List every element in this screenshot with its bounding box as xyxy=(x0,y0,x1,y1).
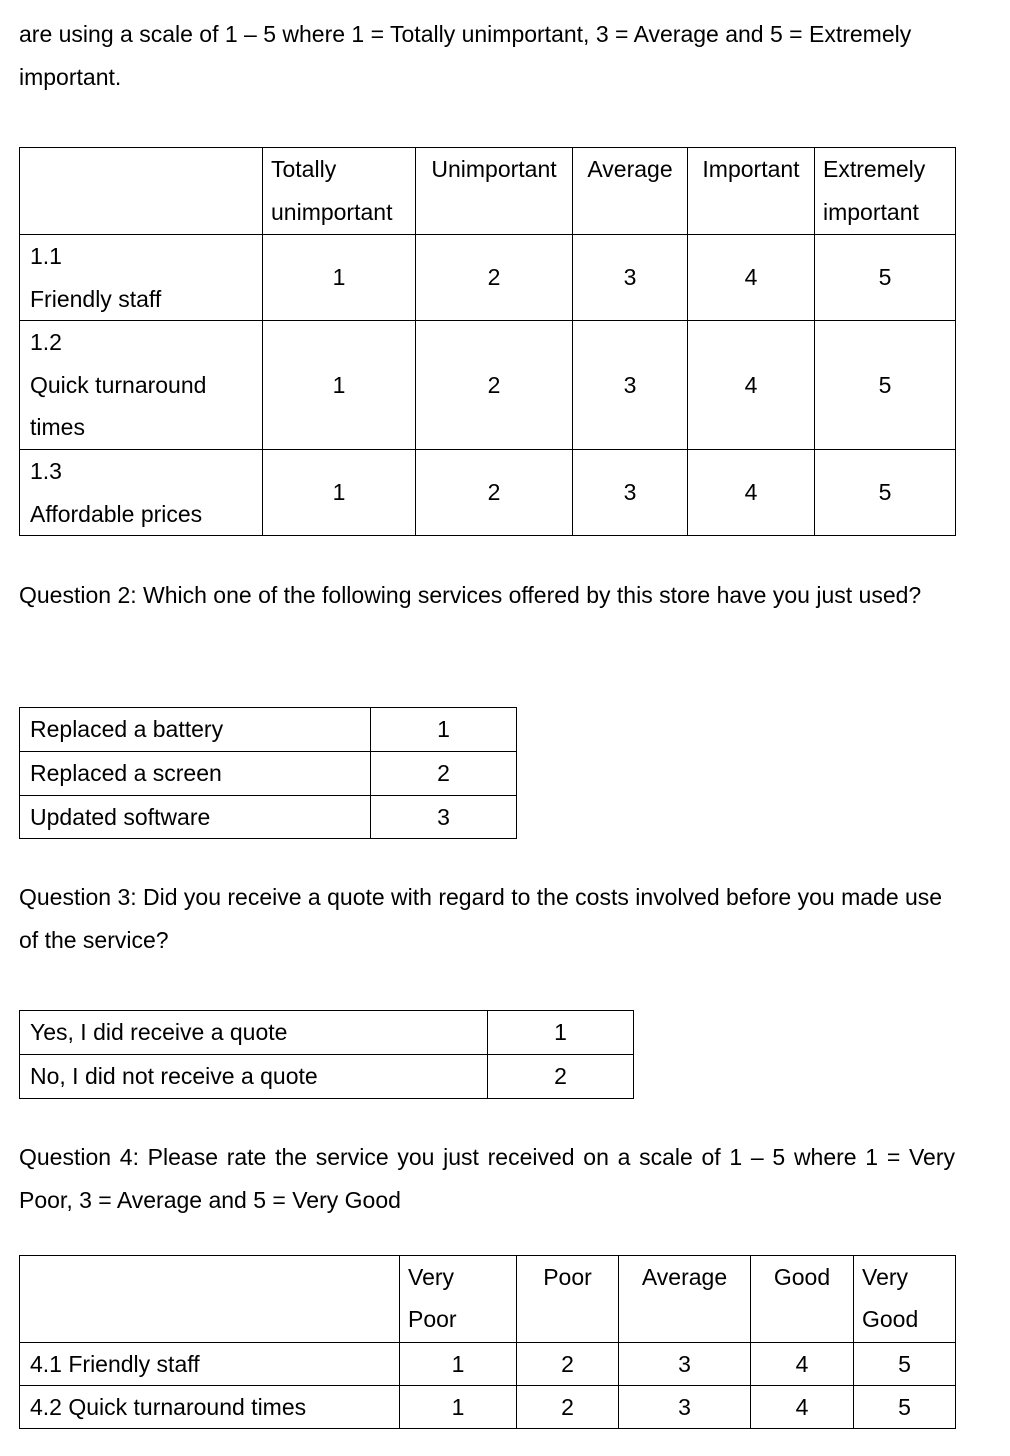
q1-rating-3[interactable]: 3 xyxy=(573,235,688,321)
q2-option-label: Updated software xyxy=(20,796,371,839)
q4-header-average: Average xyxy=(619,1256,751,1343)
q4-header-good: Good xyxy=(751,1256,854,1343)
q4-rating-3[interactable]: 3 xyxy=(619,1343,751,1386)
q4-rating-2[interactable]: 2 xyxy=(517,1386,619,1429)
q1-rating-2[interactable]: 2 xyxy=(416,450,573,536)
q2-option-row[interactable] xyxy=(20,752,517,796)
intro-paragraph xyxy=(19,13,955,98)
q4-rating-1[interactable]: 1 xyxy=(400,1343,517,1386)
q1-header-unimportant: Unimportant xyxy=(416,148,573,235)
q2-option-label: Replaced a screen xyxy=(20,752,371,796)
q3-option-row[interactable] xyxy=(20,1011,634,1055)
q4-rating-5[interactable]: 5 xyxy=(854,1386,956,1429)
q3-option-label: Yes, I did receive a quote xyxy=(20,1011,488,1055)
q2-option-code[interactable]: 1 xyxy=(371,708,517,752)
q4-row-4-2 xyxy=(20,1386,956,1429)
q1-rating-2[interactable]: 2 xyxy=(416,321,573,450)
q1-header-important: Important xyxy=(688,148,815,235)
q4-header-poor: Poor xyxy=(517,1256,619,1343)
q4-rating-2[interactable]: 2 xyxy=(517,1343,619,1386)
q4-rating-4[interactable]: 4 xyxy=(751,1343,854,1386)
q1-rating-2[interactable]: 2 xyxy=(416,235,573,321)
q1-row-label: 1.3 Affordable prices xyxy=(20,450,263,536)
q1-header-blank xyxy=(20,148,263,235)
q1-rating-1[interactable]: 1 xyxy=(263,321,416,450)
q1-rating-4[interactable]: 4 xyxy=(688,235,815,321)
q4-header-very-poor: Very Poor xyxy=(400,1256,517,1343)
intro-line-2: important. xyxy=(19,63,122,90)
q1-rating-5[interactable]: 5 xyxy=(815,321,956,450)
q4-header-row xyxy=(20,1256,956,1343)
q1-row-label: 1.2 Quick turnaround times xyxy=(20,321,263,450)
q4-rating-3[interactable]: 3 xyxy=(619,1386,751,1429)
q4-rating-1[interactable]: 1 xyxy=(400,1386,517,1429)
q2-option-code[interactable]: 2 xyxy=(371,752,517,796)
q4-question: Question 4: Please rate the service you just received on a scale of 1 – 5 where 1 = Very Poor, 3 = Average and 5 = Very Good xyxy=(19,1144,955,1213)
q1-header-average: Average xyxy=(573,148,688,235)
intro-line-1: are using a scale of 1 – 5 where 1 = Totally unimportant, 3 = Average and 5 = Extremely xyxy=(19,21,912,47)
q1-rating-1[interactable]: 1 xyxy=(263,450,416,536)
q2-question: Question 2: Which one of the following services offered by this store have you just used? xyxy=(19,582,922,608)
q1-row-label: 1.1 Friendly staff xyxy=(20,235,263,321)
q2-option-row[interactable] xyxy=(20,796,517,839)
q3-options-table xyxy=(19,1010,634,1099)
q4-row-4-1 xyxy=(20,1343,956,1386)
q1-rating-1[interactable]: 1 xyxy=(263,235,416,321)
q1-header-totally-unimportant: Totally unimportant xyxy=(263,148,416,235)
q4-rating-4[interactable]: 4 xyxy=(751,1386,854,1429)
q2-options-table xyxy=(19,707,517,839)
q1-row-1-2 xyxy=(20,321,956,450)
q4-rating-table xyxy=(19,1255,956,1429)
q1-row-1-1 xyxy=(20,235,956,321)
q4-row-label: 4.2 Quick turnaround times xyxy=(20,1386,400,1429)
q1-rating-table xyxy=(19,147,956,536)
q1-rating-4[interactable]: 4 xyxy=(688,321,815,450)
q1-rating-5[interactable]: 5 xyxy=(815,450,956,536)
q2-option-row[interactable] xyxy=(20,708,517,752)
q3-option-code[interactable]: 1 xyxy=(488,1011,634,1055)
q3-option-label: No, I did not receive a quote xyxy=(20,1055,488,1099)
q2-option-code[interactable]: 3 xyxy=(371,796,517,839)
q1-rating-5[interactable]: 5 xyxy=(815,235,956,321)
q4-rating-5[interactable]: 5 xyxy=(854,1343,956,1386)
q3-option-row[interactable] xyxy=(20,1055,634,1099)
q1-rating-3[interactable]: 3 xyxy=(573,321,688,450)
q1-header-extremely-important: Extremely important xyxy=(815,148,956,235)
q4-header-very-good: Very Good xyxy=(854,1256,956,1343)
q1-header-row xyxy=(20,148,956,235)
q3-option-code[interactable]: 2 xyxy=(488,1055,634,1099)
q1-rating-4[interactable]: 4 xyxy=(688,450,815,536)
q2-option-label: Replaced a battery xyxy=(20,708,371,752)
q4-header-blank xyxy=(20,1256,400,1343)
q3-question: Question 3: Did you receive a quote with regard to the costs involved before you made use of the service? xyxy=(19,884,943,953)
q1-row-1-3 xyxy=(20,450,956,536)
q1-rating-3[interactable]: 3 xyxy=(573,450,688,536)
q4-row-label: 4.1 Friendly staff xyxy=(20,1343,400,1386)
